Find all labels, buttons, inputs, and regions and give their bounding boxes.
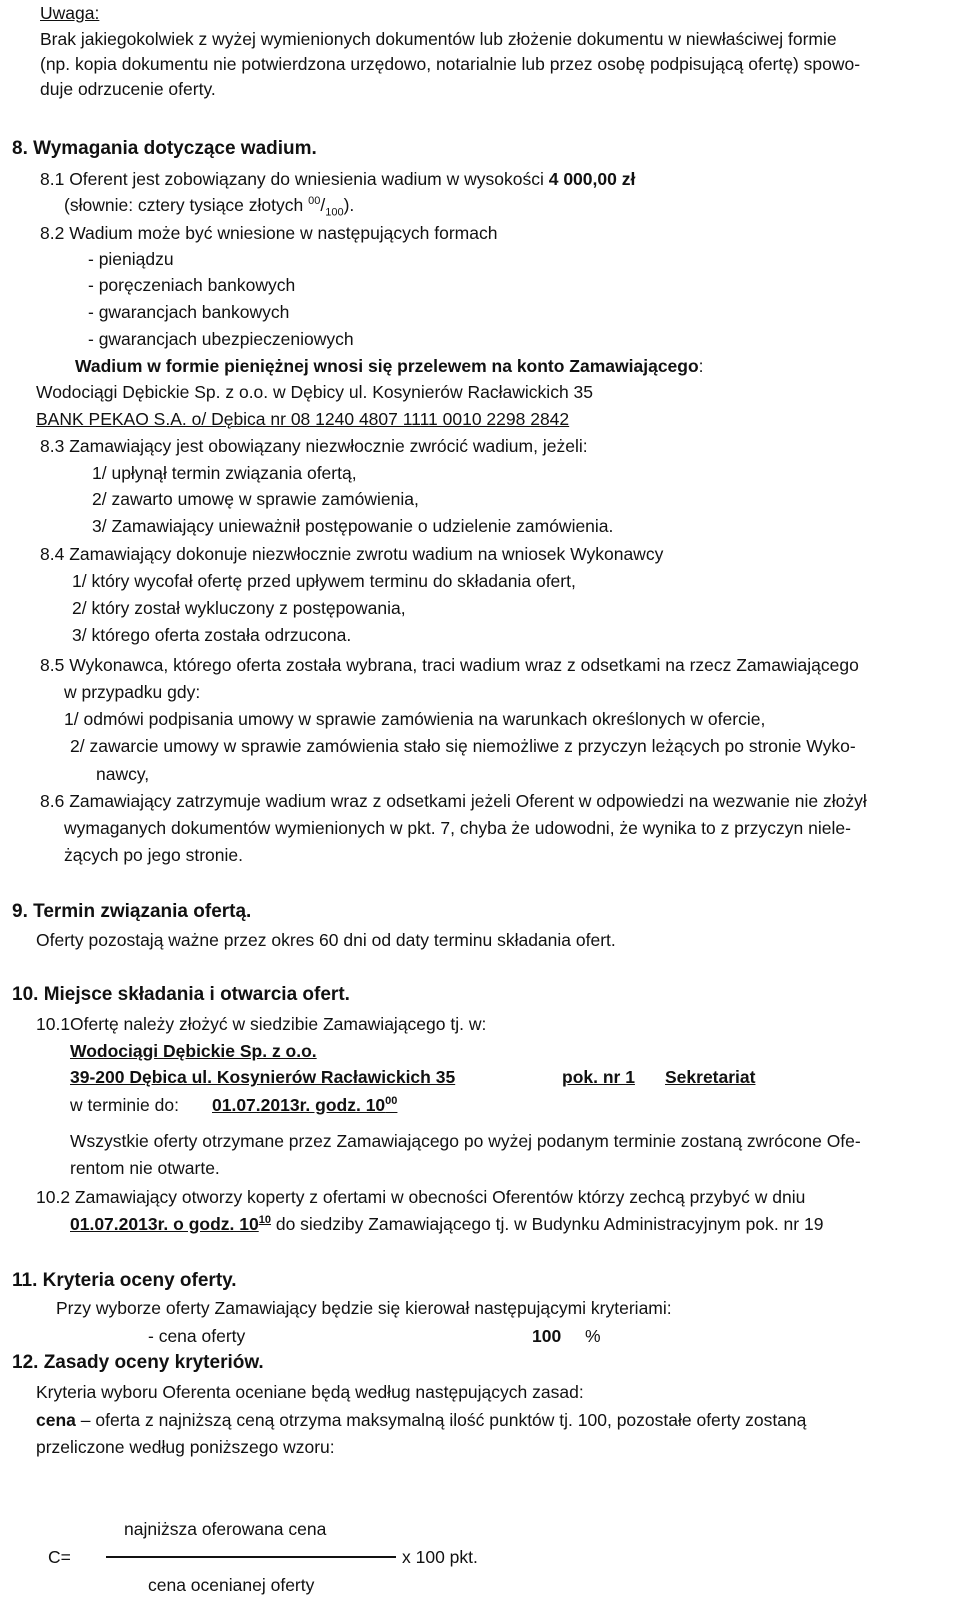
s8-p5-line: 8.5 Wykonawca, którego oferta została wybrana, traci wadium wraz z odsetkami na rzecz Zamawiającego	[40, 655, 859, 675]
s8-p1: 8.1 Oferent jest zobowiązany do wniesienia wadium w wysokości 4 000,00 zł	[40, 169, 636, 189]
s10-p2-date: 01.07.2013r. o godz. $10^{10}$ do siedziby Zamawiającego tj. w Budynku Administracyjnym pok. nr 19	[70, 1214, 824, 1234]
section-9-heading: 9. Termin związania ofertą.	[12, 901, 252, 922]
form-item: - gwarancjach bankowych	[88, 302, 290, 322]
s8-p5-line: 1/ odmówi podpisania umowy w sprawie zamówienia na warunkach określonych w ofercie,	[64, 709, 766, 729]
formula-denominator: cena ocenianej oferty	[148, 1575, 315, 1595]
s12-cena-line-2: przeliczone według poniższego wzoru:	[36, 1437, 335, 1457]
s10-note-line: Wszystkie oferty otrzymane przez Zamawiającego po wyżej podanym terminie zostaną zwrócone Ofe-	[70, 1131, 861, 1151]
section-12-heading: 12. Zasady oceny kryteriów.	[12, 1352, 264, 1373]
form-item: - pieniądzu	[88, 249, 174, 269]
s8-p1-words: (słownie: cztery tysiące złotych $^{00}/_{100}$).	[64, 195, 355, 219]
s8-p4-item: 2/ który został wykluczony z postępowania,	[72, 598, 406, 618]
formula-lhs: C=	[48, 1547, 71, 1567]
s8-p3-item: 3/ Zamawiający unieważnił postępowanie o udzielenie zamówienia.	[92, 516, 614, 536]
section-10-heading: 10. Miejsce składania i otwarcia ofert.	[12, 984, 350, 1005]
deadline-label: w terminie do:	[70, 1095, 179, 1115]
s8-p3: 8.3 Zamawiający jest obowiązany niezwłocznie zwrócić wadium, jeżeli:	[40, 436, 588, 456]
section-8-heading: 8. Wymagania dotyczące wadium.	[12, 138, 317, 159]
s8-p6-line: 8.6 Zamawiający zatrzymuje wadium wraz z odsetkami jeżeli Oferent w odpowiedzi na wezwanie nie złożył	[40, 791, 867, 811]
form-item: - poręczeniach bankowych	[88, 275, 296, 295]
s12-cena-line: cena – oferta z najniższą ceną otrzyma maksymalną ilość punktów tj. 100, pozostałe oferty zostaną	[36, 1410, 807, 1430]
notice-line-2: (np. kopia dokumentu nie potwierdzona urzędowo, notarialnie lub przez osobę podpisującą ofertę) spowo-	[40, 54, 861, 74]
criterion-unit: %	[585, 1326, 601, 1346]
s8-p2: 8.2 Wadium może być wniesione w następujących formach	[40, 223, 498, 243]
s10-note-line: rentom nie otwarte.	[70, 1158, 220, 1178]
bank-account: BANK PEKAO S.A. o/ Dębica nr 08 1240 4807 1111 0010 2298 2842	[36, 409, 570, 429]
criterion-weight: 100	[532, 1326, 562, 1346]
formula-multiplier: x 100 pkt.	[402, 1547, 478, 1567]
room-number: pok. nr 1	[562, 1067, 635, 1087]
company-name: Wodociągi Dębickie Sp. z o.o.	[70, 1041, 317, 1061]
form-item: - gwarancjach ubezpieczeniowych	[88, 329, 354, 349]
s8-p6-line: wymaganych dokumentów wymienionych w pkt. 7, chyba że udowodni, że wynika to z przyczyn niele-	[64, 818, 851, 838]
s8-p5-line: nawcy,	[96, 764, 150, 784]
s10-p2: 10.2 Zamawiający otworzy koperty z ofertami w obecności Oferentów którzy zechcą przybyć w dniu	[36, 1187, 806, 1207]
s8-p4-item: 3/ którego oferta została odrzucona.	[72, 625, 352, 645]
criterion-label: - cena oferty	[148, 1326, 246, 1346]
s8-p4-item: 1/ który wycofał ofertę przed upływem terminu do składania ofert,	[72, 571, 576, 591]
s8-p3-item: 2/ zawarto umowę w sprawie zamówienia,	[92, 489, 419, 509]
company-address: 39-200 Dębica ul. Kosynierów Racławickich 35	[70, 1067, 456, 1087]
account-holder: Wodociągi Dębickie Sp. z o.o. w Dębicy ul. Kosynierów Racławickich 35	[36, 382, 594, 402]
s8-p4: 8.4 Zamawiający dokonuje niezwłocznie zwrotu wadium na wniosek Wykonawcy	[40, 544, 664, 564]
s8-p5-line: w przypadku gdy:	[64, 682, 201, 702]
fraction-bar	[106, 1556, 396, 1558]
s9-text: Oferty pozostają ważne przez okres 60 dni od daty terminu składania ofert.	[36, 930, 616, 950]
s8-p3-item: 1/ upłynął termin związania ofertą,	[92, 463, 357, 483]
deadline-value: 01.07.2013r. godz. $10^{00}$	[212, 1095, 398, 1115]
s12-text: Kryteria wyboru Oferenta oceniane będą według następujących zasad:	[36, 1382, 584, 1402]
notice-title: Uwaga:	[40, 3, 100, 23]
notice-line-3: duje odrzucenie oferty.	[40, 79, 216, 99]
notice-line-1: Brak jakiegokolwiek z wyżej wymienionych dokumentów lub złożenie dokumentu w niewłaściwej formie	[40, 29, 837, 49]
formula-numerator: najniższa oferowana cena	[124, 1519, 327, 1539]
section-11-heading: 11. Kryteria oceny oferty.	[12, 1270, 237, 1291]
cash-payment-label: Wadium w formie pieniężnej wnosi się przelewem na konto Zamawiającego:	[75, 356, 704, 376]
s8-p6-line: żących po jego stronie.	[64, 845, 243, 865]
s10-p1: 10.1Ofertę należy złożyć w siedzibie Zamawiającego tj. w:	[36, 1014, 487, 1034]
s8-p5-line: 2/ zawarcie umowy w sprawie zamówienia stało się niemożliwe z przyczyn leżących po stronie Wyko-	[70, 736, 856, 756]
office-name: Sekretariat	[665, 1067, 756, 1087]
s11-text: Przy wyborze oferty Zamawiający będzie się kierował następującymi kryteriami:	[56, 1298, 672, 1318]
